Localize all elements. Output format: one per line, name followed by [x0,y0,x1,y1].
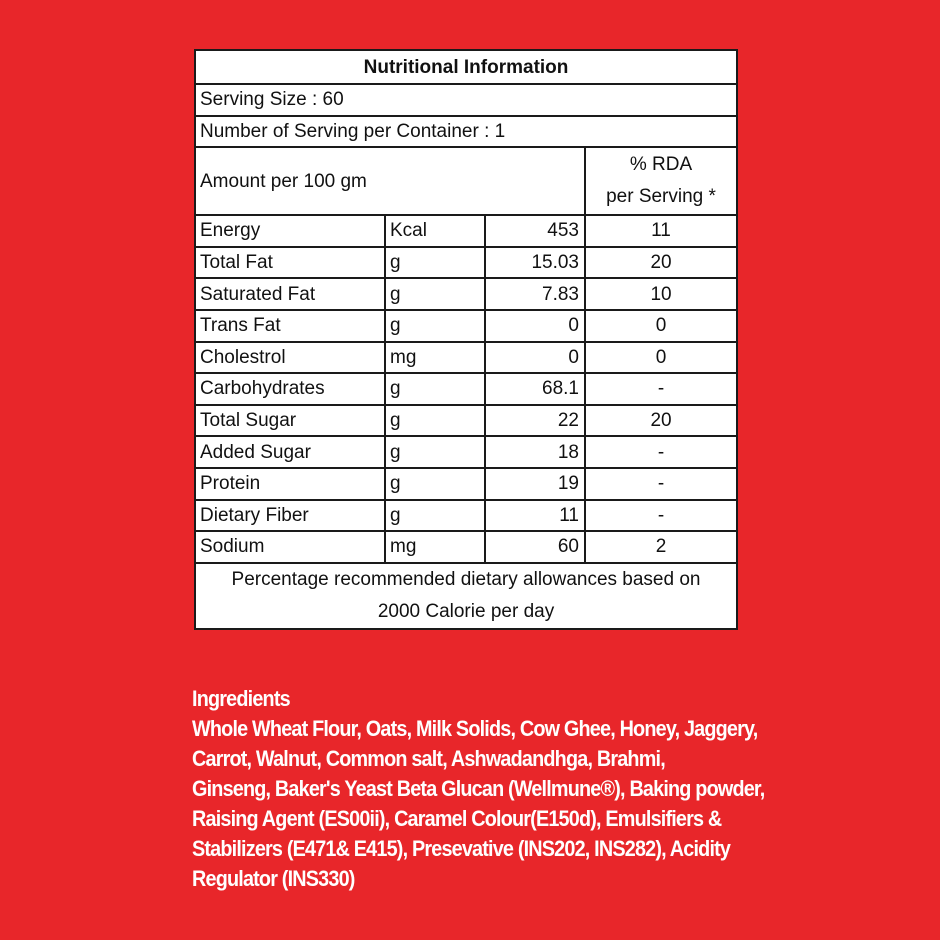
nutrient-name: Trans Fat [195,310,385,342]
rda-header-line2: per Serving * [606,186,716,208]
ingredients-line: Carrot, Walnut, Common salt, Ashwadandhga, Brahmi, [192,746,665,771]
servings-per-container: Number of Serving per Container : 1 [195,116,737,148]
nutrient-amount: 18 [485,436,585,468]
footnote-row [195,563,737,630]
table-row [195,247,737,279]
nutrient-rda: 20 [585,405,737,437]
nutrient-unit: g [385,468,485,500]
footnote-section [195,563,737,630]
nutrient-unit: mg [385,531,485,563]
nutrient-name: Added Sugar [195,436,385,468]
table-row [195,436,737,468]
nutrient-unit: g [385,405,485,437]
nutrient-rda: 2 [585,531,737,563]
table-row [195,405,737,437]
nutrient-name: Total Fat [195,247,385,279]
nutrient-name: Energy [195,215,385,247]
serving-size-row [195,84,737,116]
nutrient-name: Saturated Fat [195,278,385,310]
nutrient-rda: 0 [585,342,737,374]
nutrient-rows [195,215,737,563]
rda-header [585,147,737,215]
ingredients-line: Raising Agent (ES00ii), Caramel Colour(E150d), Emulsifiers & [192,806,722,831]
nutrient-name: Carbohydrates [195,373,385,405]
table-row [195,310,737,342]
nutrient-unit: g [385,247,485,279]
nutrient-unit: g [385,310,485,342]
table-row [195,215,737,247]
footnote-line2: 2000 Calorie per day [377,601,555,623]
ingredients-line: Whole Wheat Flour, Oats, Milk Solids, Cow Ghee, Honey, Jaggery, [192,716,758,741]
nutrition-table-body [195,50,737,215]
rda-header-line1: % RDA [629,153,693,175]
nutrient-amount: 19 [485,468,585,500]
nutrient-name: Total Sugar [195,405,385,437]
nutrient-unit: g [385,436,485,468]
nutrient-rda: 20 [585,247,737,279]
table-row [195,373,737,405]
servings-per-container-row [195,116,737,148]
nutrient-unit: g [385,373,485,405]
nutrient-amount: 0 [485,342,585,374]
table-row [195,531,737,563]
nutrient-rda: - [585,373,737,405]
nutrient-amount: 68.1 [485,373,585,405]
nutrient-name: Protein [195,468,385,500]
nutrient-unit: g [385,278,485,310]
nutrient-rda: - [585,436,737,468]
nutrient-name: Cholestrol [195,342,385,374]
ingredients-line: Ginseng, Baker's Yeast Beta Glucan (Wellmune®), Baking powder, [192,776,765,801]
table-row [195,500,737,532]
ingredients-line: Stabilizers (E471& E415), Presevative (INS202, INS282), Acidity [192,836,731,861]
table-row [195,342,737,374]
nutrient-amount: 7.83 [485,278,585,310]
table-row [195,468,737,500]
ingredients-section [192,684,765,894]
table-title-row [195,50,737,84]
table-title: Nutritional Information [195,50,737,84]
nutrient-amount: 22 [485,405,585,437]
nutrient-amount: 60 [485,531,585,563]
serving-size: Serving Size : 60 [195,84,737,116]
nutrient-rda: 11 [585,215,737,247]
nutrition-facts-table [194,49,738,630]
column-header-row [195,147,737,215]
nutrient-amount: 15.03 [485,247,585,279]
nutrient-rda: - [585,468,737,500]
table-row [195,278,737,310]
nutrient-amount: 0 [485,310,585,342]
footnote [195,563,737,630]
nutrient-amount: 11 [485,500,585,532]
nutrient-rda: 0 [585,310,737,342]
nutrient-unit: g [385,500,485,532]
nutrient-name: Sodium [195,531,385,563]
nutrient-rda: - [585,500,737,532]
nutrient-amount: 453 [485,215,585,247]
ingredients-line: Regulator (INS330) [192,866,355,891]
footnote-line1: Percentage recommended dietary allowances based on [231,568,701,590]
nutrient-unit: mg [385,342,485,374]
nutrient-rda: 10 [585,278,737,310]
amount-per-label: Amount per 100 gm [195,147,585,215]
nutrient-name: Dietary Fiber [195,500,385,532]
nutrient-unit: Kcal [385,215,485,247]
ingredients-title: Ingredients [192,686,290,711]
